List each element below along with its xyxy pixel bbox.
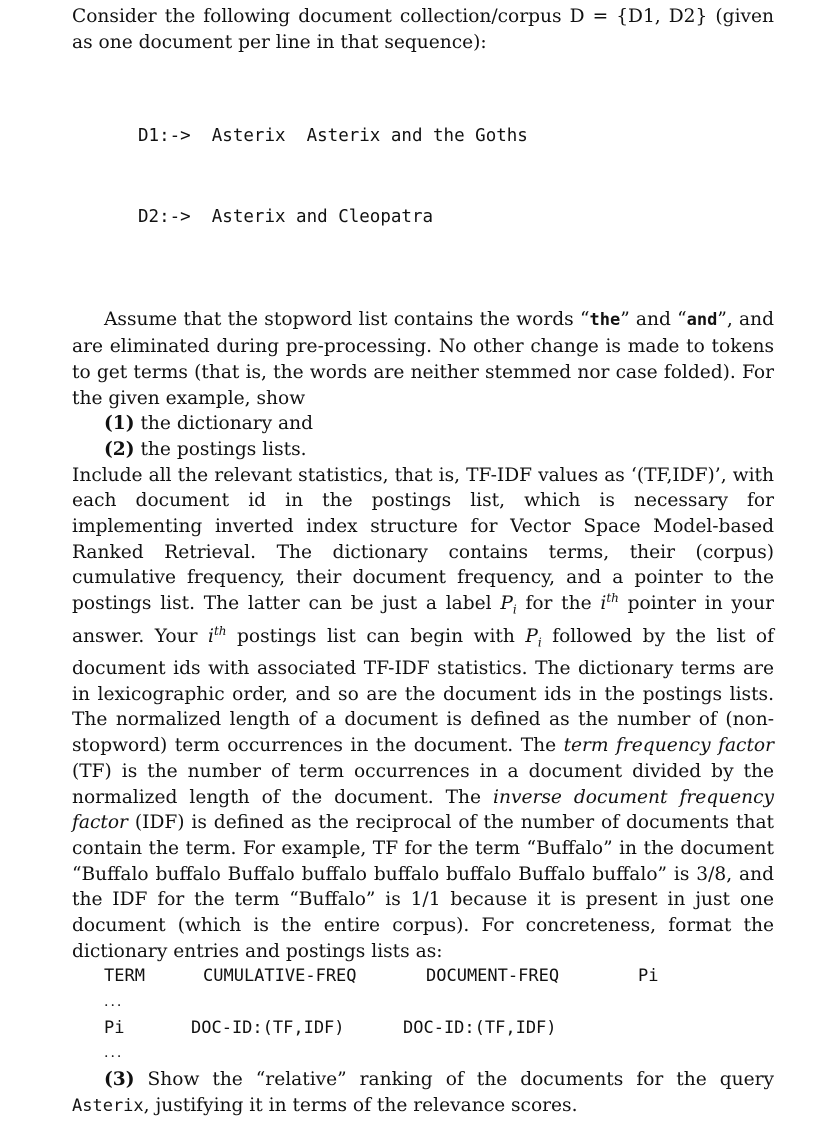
inverse-document-frequency-factor: inverse document frequency factor xyxy=(72,786,774,834)
instruction-text: followed by the list of document ids with associated TF-IDF statistics. The dictionary terms are in lexicographic order, and so are the document ids in the postings lists. The normalized length of a document is defined as the number of (non-stopword) term occurrences in the document. The xyxy=(72,625,774,757)
pointer-subscript: i xyxy=(537,635,542,650)
task-number: (2) xyxy=(104,438,135,460)
pointer-label-pi xyxy=(500,593,517,617)
stopword-text: Assume that the stopword list contains the words “ xyxy=(104,309,590,331)
instruction-text: postings list can begin with xyxy=(226,625,526,647)
format-pi: Pi xyxy=(104,1017,125,1038)
instruction-text: (IDF) is defined as the reciprocal of the number of documents that contain the term. For example, TF for the term “Buffalo” in the document “Buffalo buffalo Buffalo buffalo buffalo buffalo Buffalo buffalo” is 3/8, and the IDF for the term “Buffalo” is 1/1 because it is present in just one document (which is the entire corpus). For concreteness, format the dictionary entries and postings lists as: xyxy=(72,812,774,962)
task-item-1 xyxy=(72,411,774,437)
format-doc-id-tf-idf: DOC-ID:(TF,IDF) xyxy=(191,1017,345,1038)
format-ellipsis-1: ... xyxy=(104,994,124,1011)
format-postings-row xyxy=(72,1016,774,1042)
intro-paragraph xyxy=(72,4,774,55)
document-label: D1:-> xyxy=(138,126,191,147)
task-number: (1) xyxy=(104,413,135,435)
ith-i: i xyxy=(600,593,607,615)
task-text: Show the “relative” ranking of the documents for the query xyxy=(134,1069,774,1091)
ith-superscript: th xyxy=(213,623,227,638)
stopword-paragraph xyxy=(72,307,774,411)
format-pi: Pi xyxy=(638,966,659,987)
format-doc-id-tf-idf: DOC-ID:(TF,IDF) xyxy=(403,1017,557,1038)
document-line-d1 xyxy=(138,123,774,150)
format-term: TERM xyxy=(104,966,145,987)
pointer-p: P xyxy=(500,593,513,615)
corpus-listing xyxy=(138,69,774,285)
instruction-text: for the xyxy=(516,593,601,615)
task-text: the dictionary and xyxy=(134,413,314,435)
task-text: the postings lists. xyxy=(134,438,307,460)
instruction-text: Include all the relevant statistics, that is, TF-IDF values as ‘(TF,IDF)’, with each document id in the postings list, which is necessary for implementing inverted index structure for Vector Space Model-based Ranked Retrieval. The dictionary contains terms, their (corpus) cumulative frequency, their document frequency, and a pointer to the postings list. The latter can be just a label xyxy=(72,464,774,615)
term-frequency-factor: term frequency factor xyxy=(563,735,774,757)
task-item-3 xyxy=(72,1067,774,1119)
query-term: Asterix xyxy=(72,1095,144,1116)
intro-text: Consider the following document collection/corpus D = {D1, D2} (given as one document per line in that sequence): xyxy=(72,6,774,53)
pointer-subscript: i xyxy=(512,602,517,617)
instruction-text: (TF) is the number of term occurrences in a document divided by the normalized length of the document. The xyxy=(72,760,774,808)
task-text: , justifying it in terms of the relevance scores. xyxy=(143,1094,578,1116)
format-document-freq: DOCUMENT-FREQ xyxy=(426,966,560,987)
task-item-2 xyxy=(72,437,774,463)
stopword-the: the xyxy=(589,310,621,331)
ith-i: i xyxy=(207,625,214,647)
instruction-text: pointer in your answer. Your xyxy=(72,593,774,647)
document-line-d2 xyxy=(138,204,774,231)
stopword-text: ”, and are eliminated during pre-processing. No other change is made to tokens to get terms (that is, the words are neither stemmed nor case folded). For the given example, show xyxy=(72,309,774,409)
stopword-text: ” and “ xyxy=(620,309,687,331)
pointer-label-pi xyxy=(525,625,542,650)
pointer-p: P xyxy=(525,625,538,647)
format-cumulative-freq: CUMULATIVE-FREQ xyxy=(203,966,357,987)
ith-superscript: th xyxy=(606,590,619,605)
document-label: D2:-> xyxy=(138,207,191,228)
document-text: Asterix and Cleopatra xyxy=(211,207,434,228)
format-ellipsis-2: ... xyxy=(104,1045,124,1062)
document-text: Asterix Asterix and the Goths xyxy=(211,126,528,147)
task-number: (3) xyxy=(104,1069,135,1091)
format-dictionary-row xyxy=(72,964,774,990)
stopword-and: and xyxy=(686,310,718,331)
instructions-paragraph xyxy=(72,463,774,965)
